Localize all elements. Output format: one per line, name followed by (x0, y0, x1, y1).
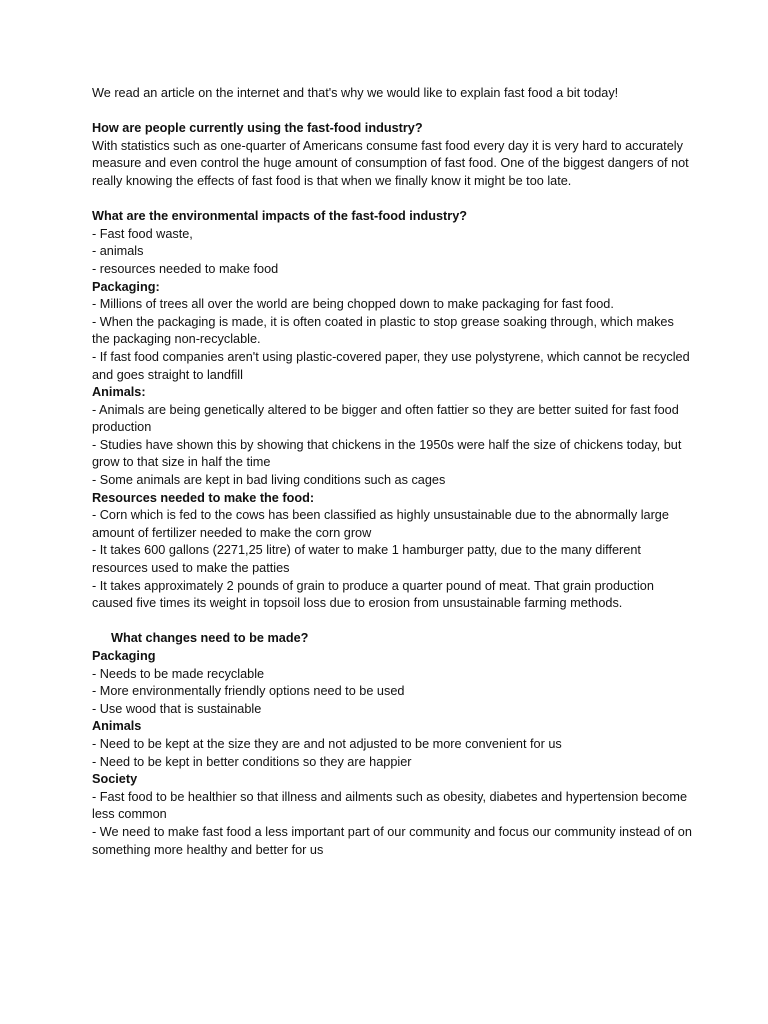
list-item: - It takes approximately 2 pounds of grain to produce a quarter pound of meat. That grain production caused five times its weight in topsoil loss due to erosion from unsustainable farming methods. (92, 578, 654, 611)
intro-text: We read an article on the internet and that's why we would like to explain fast food a bit today! (92, 86, 619, 100)
section-body-current-use: With statistics such as one-quarter of Americans consume fast food every day it is very hard to accurately measure and even control the huge amount of consumption of fast food. One of the biggest dangers of not really knowing the effects of fast food is that when we finally know it might be too late. (92, 138, 689, 188)
list-item: - If fast food companies aren't using plastic-covered paper, they use polystyrene, which cannot be recycled and goes straight to landfill (92, 349, 690, 382)
list-item: - Fast food to be healthier so that illness and ailments such as obesity, diabetes and hypertension become less common (92, 789, 688, 822)
spacer (92, 103, 692, 121)
list-item: - It takes 600 gallons (2271,25 litre) of water to make 1 hamburger patty, due to the many different resources used to make the patties (92, 543, 641, 576)
section-heading-current-use: How are people currently using the fast-food industry? (92, 121, 423, 136)
list-item: - animals (92, 244, 144, 259)
subheading-packaging: Packaging: (92, 279, 160, 294)
list-item: - Fast food waste, (92, 226, 193, 241)
list-item: - Animals are being genetically altered to be bigger and often fattier so they are better suited for fast food production (92, 402, 679, 435)
subheading-animals: Animals: (92, 385, 146, 400)
list-item: - Some animals are kept in bad living conditions such as cages (92, 473, 446, 488)
subheading-animals: Animals (92, 719, 142, 734)
list-item: - Corn which is fed to the cows has been classified as highly unsustainable due to the abnormally large amount of fertilizer needed to make the corn grow (92, 508, 669, 540)
list-item: - resources needed to make food (92, 261, 279, 276)
list-item: - Use wood that is sustainable (92, 701, 262, 716)
list-item: - Need to be kept at the size they are and not adjusted to be more convenient for us (92, 736, 562, 751)
list-item: - Millions of trees all over the world are being chopped down to make packaging for fast food. (92, 297, 614, 312)
list-item: - When the packaging is made, it is often coated in plastic to stop grease soaking through, which makes the packaging non-recyclable. (92, 314, 674, 347)
list-item: - Need to be kept in better conditions so they are happier (92, 754, 412, 769)
section-heading-changes: What changes need to be made? (111, 631, 309, 646)
list-item: - More environmentally friendly options need to be used (92, 684, 405, 699)
section-heading-environmental-impacts: What are the environmental impacts of the fast-food industry? (92, 209, 468, 224)
subheading-packaging: Packaging (92, 649, 156, 663)
list-item: - Studies have shown this by showing that chickens in the 1950s were half the size of chickens today, but grow to that size in half the time (92, 437, 682, 470)
document-page (92, 85, 692, 859)
subheading-resources: Resources needed to make the food: (92, 490, 315, 505)
list-item: - We need to make fast food a less important part of our community and focus our community instead of on something more healthy and better for us (92, 824, 692, 857)
spacer (92, 613, 692, 631)
spacer (92, 191, 692, 209)
list-item: - Needs to be made recyclable (92, 666, 265, 681)
subheading-society: Society (92, 772, 138, 787)
